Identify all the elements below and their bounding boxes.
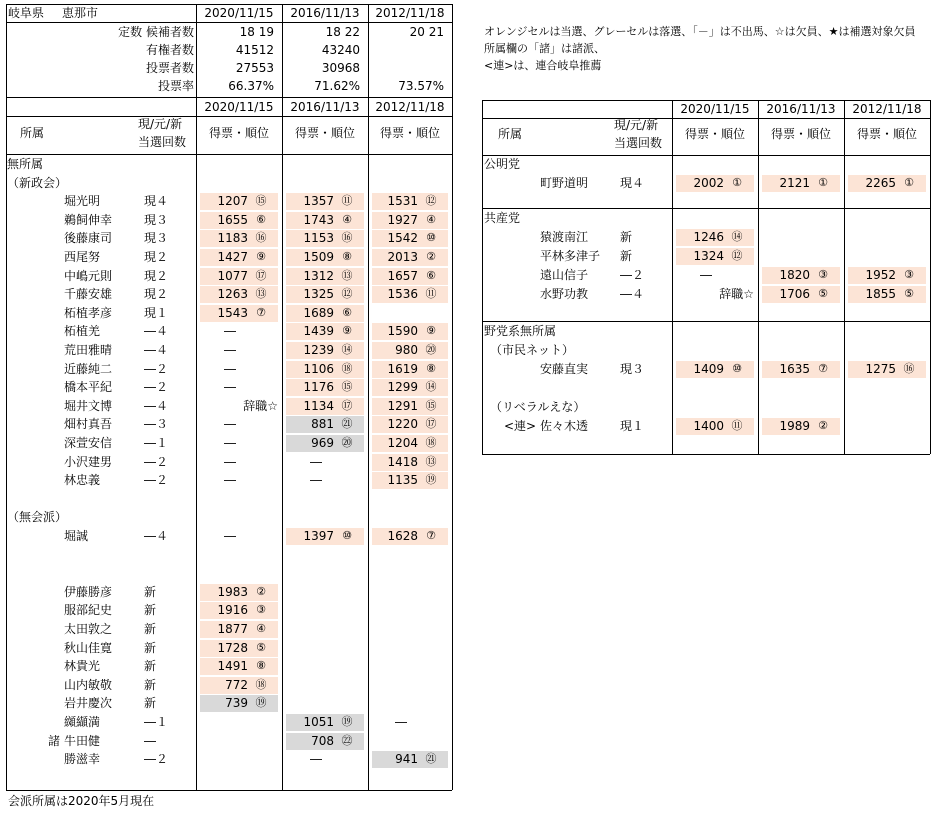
candidate-status: 現３ (144, 213, 169, 227)
r-vote-count: 1706 (779, 287, 810, 301)
not-running-dash: ― (224, 473, 236, 487)
vote-count: 1312 (303, 269, 334, 283)
col-status: 現/元/新 (138, 117, 183, 131)
vote-count: 1397 (303, 529, 334, 543)
r-section-label: 共産党 (484, 211, 521, 225)
not-running-dash: ― (224, 380, 236, 394)
vote-rank: ⑩ (426, 231, 436, 244)
stat-label: 投票者数 (145, 61, 194, 75)
top-border (6, 4, 452, 5)
r-prefix-label: <連> (504, 419, 537, 433)
r-left-border (482, 100, 483, 454)
r-vote-rank: ② (818, 419, 828, 432)
vote-count: 881 (311, 417, 334, 431)
footnote: 会派所属は2020年5月現在 (8, 794, 155, 808)
r-group-label: （市民ネット） (490, 343, 575, 357)
vote-count: 1439 (303, 324, 334, 338)
candidate-name: 伊藤勝彦 (64, 585, 113, 599)
city-label: 恵那市 (62, 6, 99, 20)
vote-rank: ⑫ (425, 194, 437, 207)
vote-count: 1427 (217, 250, 248, 264)
candidate-status: ―２ (144, 473, 169, 487)
r-candidate-status: 新 (620, 230, 633, 244)
vote-count: 1542 (387, 231, 418, 245)
col-votes: 得票・順位 (294, 126, 355, 140)
candidate-status: 現２ (144, 269, 169, 283)
stat-value: 43240 (321, 43, 360, 57)
r-vote-count: 1324 (693, 249, 724, 263)
r-col-affiliation: 所属 (498, 127, 523, 141)
r-vote-rank: ⑩ (732, 362, 742, 375)
vote-count: 1916 (217, 603, 248, 617)
vote-count: 1983 (217, 585, 248, 599)
candidate-name: 堀井文博 (64, 399, 113, 413)
r-vote-count: 2121 (779, 176, 810, 190)
vote-rank: ⑰ (341, 399, 353, 412)
candidate-name: 堀光明 (64, 194, 101, 208)
vote-count: 739 (225, 696, 248, 710)
stat-value (368, 59, 444, 77)
vote-rank: ⑳ (425, 343, 437, 356)
r-candidate-name: 佐々木透 (540, 419, 589, 433)
stat-value: 30968 (321, 61, 360, 75)
vote-count: 1877 (217, 622, 248, 636)
r-date-header: 2016/11/13 (766, 102, 836, 116)
note-text: 辞職☆ (243, 399, 278, 413)
candidate-name: 林貴光 (64, 659, 101, 673)
col-status-count: 当選回数 (138, 135, 187, 149)
legend-note: オレンジセルは当選、グレーセルは落選、「－」は不出馬、☆は欠員、★は補選対象欠員 (484, 25, 916, 38)
r-bottom-border (482, 454, 930, 455)
stat-value: 18 19 (239, 25, 274, 39)
vote-rank: ⑱ (255, 678, 267, 691)
candidate-status: ―４ (144, 324, 169, 338)
r-section-label: 公明党 (484, 157, 521, 171)
r-candidate-status: ―２ (620, 268, 645, 282)
r-col-status-count: 当選回数 (614, 136, 663, 150)
candidate-name: 畑村真吾 (64, 417, 113, 431)
r-right-border (930, 100, 931, 454)
vote-count: 1657 (387, 269, 418, 283)
not-running-dash: ― (224, 324, 236, 338)
vote-rank: ㉒ (341, 734, 353, 747)
vote-count: 1134 (303, 399, 334, 413)
vote-count: 1590 (387, 324, 418, 338)
vote-count: 1051 (303, 715, 334, 729)
col-border (368, 4, 369, 790)
candidate-status: ―２ (144, 380, 169, 394)
r-candidate-status: ―４ (620, 287, 645, 301)
not-running-dash: ― (224, 436, 236, 450)
vote-count: 1509 (303, 250, 334, 264)
r-vote-count: 1855 (865, 287, 896, 301)
candidate-status: ―２ (144, 362, 169, 376)
candidate-name: 山内敏敬 (64, 678, 113, 692)
vote-count: 1263 (217, 287, 248, 301)
date-header-2: 2016/11/13 (290, 100, 360, 114)
vote-rank: ⑱ (341, 362, 353, 375)
r-candidate-status: 現３ (620, 362, 645, 376)
date-header: 2012/11/18 (375, 6, 445, 20)
vote-count: 1176 (303, 380, 334, 394)
vote-count: 941 (395, 752, 418, 766)
r-candidate-name: 町野道明 (540, 176, 589, 190)
vote-rank: ㉑ (341, 417, 353, 430)
candidate-status: ―４ (144, 343, 169, 357)
r-section-label: 野党系無所属 (484, 324, 557, 338)
row-divider (6, 116, 452, 117)
vote-count: 1689 (303, 306, 334, 320)
candidate-status: 現４ (144, 194, 169, 208)
stat-value: 18 22 (325, 25, 360, 39)
candidate-status: ―２ (144, 455, 169, 469)
prefix-label: 諸 (48, 734, 61, 748)
stat-label: 定数 候補者数 (118, 25, 194, 39)
not-running-dash: ― (310, 455, 322, 469)
vote-rank: ⑲ (425, 473, 437, 486)
r-vote-rank: ⑪ (731, 419, 743, 432)
vote-count: 1153 (303, 231, 334, 245)
vote-rank: ⑮ (425, 399, 437, 412)
left-border (6, 4, 7, 790)
candidate-status: 新 (144, 622, 157, 636)
legend-note: <連>は、連合岐阜推薦 (484, 59, 602, 72)
r-candidate-name: 遠山信子 (540, 268, 589, 282)
vote-rank: ⑧ (256, 659, 266, 672)
vote-count: 1207 (217, 194, 248, 208)
vote-rank: ④ (426, 213, 436, 226)
group-label: 無所属 (7, 157, 44, 171)
vote-count: 1325 (303, 287, 334, 301)
vote-count: 1628 (387, 529, 418, 543)
vote-count: 1927 (387, 213, 418, 227)
vote-rank: ⑦ (256, 306, 266, 319)
vote-rank: ⑪ (425, 287, 437, 300)
row-divider (6, 22, 452, 23)
r-vote-rank: ⑤ (818, 287, 828, 300)
stat-value: 27553 (235, 61, 274, 75)
r-col-votes: 得票・順位 (856, 127, 917, 141)
vote-rank: ㉑ (425, 752, 437, 765)
col-votes: 得票・順位 (208, 126, 269, 140)
not-running-dash: ― (224, 343, 236, 357)
candidate-status: ―１ (144, 715, 169, 729)
vote-count: 772 (225, 678, 248, 692)
candidate-name: 太田敦之 (64, 622, 113, 636)
candidate-status: 新 (144, 641, 157, 655)
candidate-status: 現３ (144, 231, 169, 245)
candidate-status: ― (144, 734, 156, 748)
vote-count: 1728 (217, 641, 248, 655)
row-divider (6, 154, 452, 155)
row-divider (6, 97, 452, 98)
vote-count: 969 (311, 436, 334, 450)
r-note-text: 辞職☆ (719, 287, 754, 301)
right-border (452, 4, 453, 790)
r-date-header: 2020/11/15 (680, 102, 750, 116)
vote-rank: ⑥ (426, 269, 436, 282)
candidate-status: ―３ (144, 417, 169, 431)
vote-rank: ⑮ (341, 380, 353, 393)
date-header-2: 2020/11/15 (204, 100, 274, 114)
r-candidate-status: 現１ (620, 419, 645, 433)
candidate-name: 深萱安信 (64, 436, 113, 450)
not-running-dash: ― (395, 715, 407, 729)
r-candidate-status: 新 (620, 249, 633, 263)
vote-rank: ⑪ (341, 194, 353, 207)
date-header: 2020/11/15 (204, 6, 274, 20)
r-vote-rank: ⑫ (731, 249, 743, 262)
vote-rank: ⑰ (425, 417, 437, 430)
candidate-name: 纐纈満 (64, 715, 101, 729)
candidate-name: 橋本平紀 (64, 380, 113, 394)
candidate-name: 牛田健 (64, 734, 101, 748)
vote-count: 1531 (387, 194, 418, 208)
vote-count: 1183 (217, 231, 248, 245)
vote-rank: ⑧ (426, 362, 436, 375)
stat-label: 有権者数 (145, 43, 194, 57)
candidate-name: 勝滋幸 (64, 752, 101, 766)
candidate-name: 荒田雅晴 (64, 343, 113, 357)
r-vote-count: 2265 (865, 176, 896, 190)
vote-count: 1135 (387, 473, 418, 487)
vote-rank: ⑩ (342, 529, 352, 542)
candidate-name: 服部紀史 (64, 603, 113, 617)
vote-count: 1536 (387, 287, 418, 301)
vote-count: 708 (311, 734, 334, 748)
vote-count: 1543 (217, 306, 248, 320)
r-vote-count: 1952 (865, 268, 896, 282)
vote-rank: ④ (342, 213, 352, 226)
stat-value: 73.57% (398, 79, 444, 93)
vote-rank: ② (426, 250, 436, 263)
candidate-name: 小沢建男 (64, 455, 113, 469)
not-running-dash: ― (224, 362, 236, 376)
r-vote-count: 1246 (693, 230, 724, 244)
vote-rank: ⑲ (255, 696, 267, 709)
r-col-status: 現/元/新 (614, 118, 659, 132)
candidate-status: 新 (144, 678, 157, 692)
candidate-status: 新 (144, 696, 157, 710)
group-label: （無会派） (7, 510, 68, 524)
vote-rank: ⑨ (342, 324, 352, 337)
col-affiliation: 所属 (20, 126, 45, 140)
candidate-status: ―４ (144, 529, 169, 543)
r-vote-rank: ③ (904, 268, 914, 281)
vote-rank: ⑦ (426, 529, 436, 542)
vote-count: 1655 (217, 213, 248, 227)
candidate-status: 現２ (144, 287, 169, 301)
vote-rank: ⑭ (341, 343, 353, 356)
vote-rank: ⑲ (341, 715, 353, 728)
stat-value: 66.37% (228, 79, 274, 93)
r-candidate-name: 猿渡南江 (540, 230, 589, 244)
vote-count: 1106 (303, 362, 334, 376)
r-date-header: 2012/11/18 (852, 102, 922, 116)
r-vote-count: 1409 (693, 362, 724, 376)
candidate-name: 西尾努 (64, 250, 101, 264)
vote-count: 1418 (387, 455, 418, 469)
vote-count: 1239 (303, 343, 334, 357)
candidate-status: ―４ (144, 399, 169, 413)
vote-rank: ⑥ (342, 306, 352, 319)
vote-rank: ⑬ (341, 269, 353, 282)
stat-value: 41512 (235, 43, 274, 57)
vote-count: 1491 (217, 659, 248, 673)
vote-count: 1743 (303, 213, 334, 227)
vote-rank: ⑭ (425, 380, 437, 393)
not-running-dash: ― (224, 529, 236, 543)
candidate-name: 中嶋元則 (64, 269, 113, 283)
r-group-label: （リベラルえな） (490, 400, 586, 414)
r-vote-rank: ⑯ (903, 362, 915, 375)
r-candidate-name: 平林多津子 (540, 249, 601, 263)
vote-rank: ⑰ (255, 269, 267, 282)
vote-count: 1619 (387, 362, 418, 376)
stat-value: 71.62% (314, 79, 360, 93)
vote-count: 1357 (303, 194, 334, 208)
vote-rank: ⑮ (255, 194, 267, 207)
vote-rank: ⑧ (342, 250, 352, 263)
vote-rank: ⑯ (341, 231, 353, 244)
vote-count: 1291 (387, 399, 418, 413)
r-vote-rank: ① (904, 176, 914, 189)
vote-rank: ⑳ (341, 436, 353, 449)
vote-rank: ⑥ (256, 213, 266, 226)
vote-rank: ⑯ (255, 231, 267, 244)
vote-rank: ⑨ (426, 324, 436, 337)
candidate-name: 後藤康司 (64, 231, 113, 245)
vote-count: 1204 (387, 436, 418, 450)
not-running-dash: ― (224, 417, 236, 431)
candidate-name: 岩井慶次 (64, 696, 113, 710)
r-vote-rank: ③ (818, 268, 828, 281)
r-vote-count: 1820 (779, 268, 810, 282)
candidate-status: 新 (144, 603, 157, 617)
vote-rank: ③ (256, 603, 266, 616)
col-border (282, 4, 283, 790)
candidate-status: 新 (144, 659, 157, 673)
candidate-status: ―１ (144, 436, 169, 450)
r-vote-count: 2002 (693, 176, 724, 190)
vote-rank: ⑨ (256, 250, 266, 263)
not-running-dash: ― (224, 455, 236, 469)
candidate-status: 新 (144, 585, 157, 599)
r-vote-count: 1275 (865, 362, 896, 376)
col-votes: 得票・順位 (379, 126, 440, 140)
candidate-name: 林忠義 (64, 473, 101, 487)
date-header-2: 2012/11/18 (375, 100, 445, 114)
prefecture-label: 岐阜県 (8, 6, 45, 20)
candidate-name: 鵜飼伸幸 (64, 213, 113, 227)
stat-value: 20 21 (409, 25, 444, 39)
stat-label: 投票率 (157, 79, 194, 93)
r-vote-rank: ① (818, 176, 828, 189)
r-col-votes: 得票・順位 (684, 127, 745, 141)
candidate-name: 千藤安雄 (64, 287, 113, 301)
vote-rank: ⑬ (255, 287, 267, 300)
legend-note: 所属欄の「諸」は諸派、 (484, 42, 605, 55)
vote-rank: ② (256, 585, 266, 598)
vote-count: 1299 (387, 380, 418, 394)
r-vote-rank: ① (732, 176, 742, 189)
r-col-votes: 得票・順位 (770, 127, 831, 141)
r-vote-rank: ⑭ (731, 230, 743, 243)
not-running-dash: ― (310, 752, 322, 766)
vote-count: 1077 (217, 269, 248, 283)
candidate-status: 現１ (144, 306, 169, 320)
bottom-border (6, 790, 452, 791)
vote-count: 1220 (387, 417, 418, 431)
vote-rank: ⑱ (425, 436, 437, 449)
r-vote-count: 1635 (779, 362, 810, 376)
r-vote-count: 1989 (779, 419, 810, 433)
candidate-name: 柘植孝彦 (64, 306, 113, 320)
vote-rank: ⑬ (425, 455, 437, 468)
candidate-name: 柘植羌 (64, 324, 101, 338)
vote-count: 2013 (387, 250, 418, 264)
r-candidate-name: 水野功教 (540, 287, 589, 301)
vote-rank: ⑤ (256, 641, 266, 654)
date-header: 2016/11/13 (290, 6, 360, 20)
candidate-name: 秋山佳寛 (64, 641, 113, 655)
candidate-name: 堀誠 (64, 529, 89, 543)
r-candidate-name: 安藤直実 (540, 362, 589, 376)
not-running-dash: ― (310, 473, 322, 487)
r-not-running-dash: ― (700, 268, 712, 282)
candidate-name: 近藤純二 (64, 362, 113, 376)
r-vote-rank: ⑤ (904, 287, 914, 300)
r-vote-rank: ⑦ (818, 362, 828, 375)
col-border (196, 4, 197, 790)
r-candidate-status: 現４ (620, 176, 645, 190)
candidate-status: 現２ (144, 250, 169, 264)
stat-value (368, 41, 444, 59)
r-vote-count: 1400 (693, 419, 724, 433)
r-row-divider (482, 118, 930, 119)
vote-rank: ⑫ (341, 287, 353, 300)
candidate-status: ―２ (144, 752, 169, 766)
group-label: （新政会） (7, 176, 68, 190)
vote-rank: ④ (256, 622, 266, 635)
vote-count: 980 (395, 343, 418, 357)
